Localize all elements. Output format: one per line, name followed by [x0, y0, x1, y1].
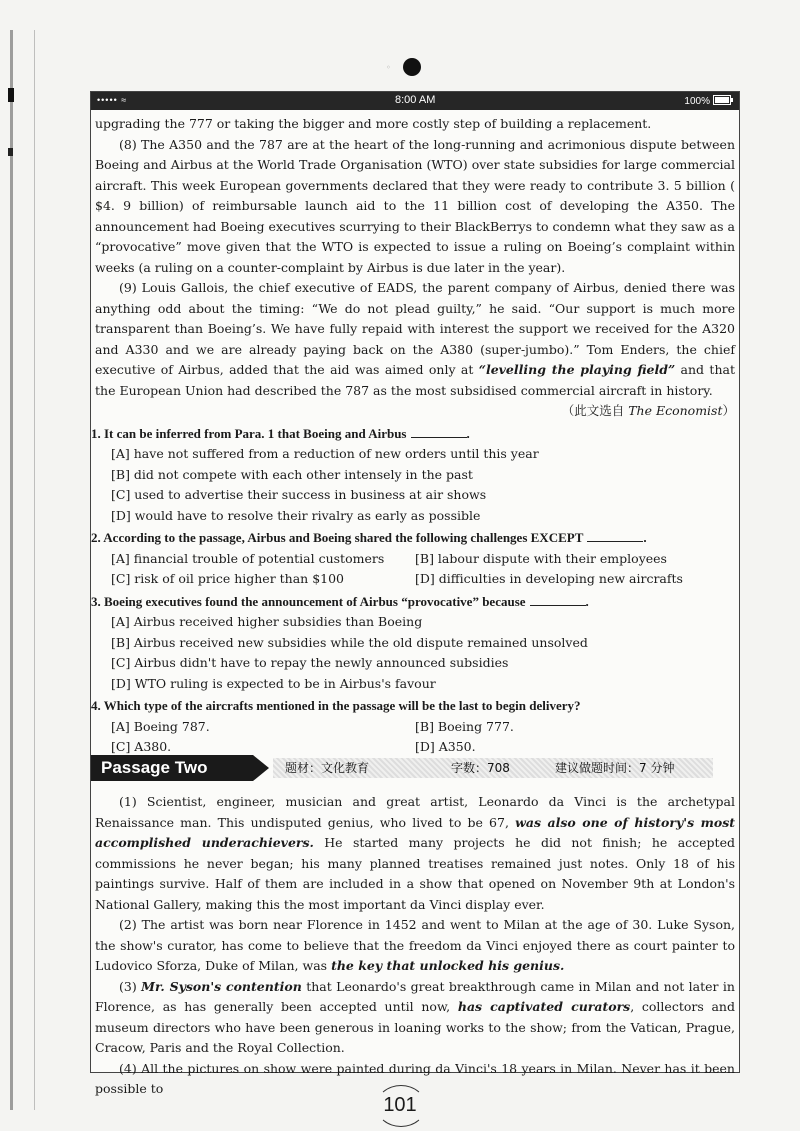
paragraph-3: (3) Mr. Syson's contention that Leonardo's great breakthrough came in Milan and not later in Florence, as has generally been accepted until now, has captivated curators, collectors and museum directors who have been generous in loaning works to the show; from the Vatican, Prague, Cracow, Paris and the Royal Collection. — [95, 978, 735, 1055]
paragraph-4: (4) All the pictures on show were painted during da Vinci's 18 years in Milan. Never has it been possible to — [95, 1060, 735, 1096]
battery-icon — [713, 95, 731, 105]
passage-two-header — [91, 755, 739, 781]
option[interactable]: [D] difficulties in developing new aircrafts — [415, 571, 683, 586]
battery-percent: 100% — [684, 96, 710, 107]
option[interactable]: [C] used to advertise their success in business at air shows — [111, 487, 487, 502]
scan-border-line — [34, 30, 35, 1110]
page-number: 101 — [370, 1085, 430, 1125]
source-citation: （此文选自 The Economist） — [561, 403, 735, 418]
passage-one — [91, 114, 739, 758]
answer-blank[interactable] — [587, 529, 643, 542]
option[interactable]: [B] labour dispute with their employees — [415, 550, 667, 566]
paragraph-1: (1) Scientist, engineer, musician and great artist, Leonardo da Vinci is the archetypal Renaissance man. This undisputed genius, who lived to be 67, was also one of history's most accomplished underachievers. He started many projects he did not finish; he accepted commissions he never began; his many planned treatises remained just notes. Only 18 of his paintings survive. Half of them are included in a show that opened on November 9th at London's National Gallery, making this the most important da Vinci display ever. — [95, 794, 736, 912]
option[interactable]: [D] would have to resolve their rivalry as early as possible — [111, 507, 481, 523]
option-row — [91, 569, 739, 590]
signal-icon: ••••• ≈ — [97, 95, 128, 105]
passage-meta — [273, 758, 713, 778]
scan-border-line — [10, 30, 13, 1110]
status-bar — [91, 92, 739, 110]
camera-icon — [403, 58, 421, 76]
option[interactable]: [C] risk of oil price higher than $100 — [111, 571, 345, 586]
option[interactable]: [B] did not compete with each other intensely in the past — [111, 466, 473, 482]
battery-status — [684, 95, 731, 107]
option-row — [91, 549, 739, 570]
option[interactable]: [A] have not suffered from a reduction of new orders until this year — [111, 446, 539, 461]
option[interactable]: [B] Airbus received new subsidies while the old dispute remained unsolved — [111, 634, 588, 650]
question-1: 1. It can be inferred from Para. 1 that Boeing and Airbus . — [91, 425, 470, 441]
passage-two — [91, 792, 739, 1100]
paragraph-8: (8) The A350 and the 787 are at the heart of the long-running and acrimonious dispute between Boeing and Airbus at the World Trade Organisation (WTO) over state subsidies for large commercial aircraft. This week European governments declared that they were ready to contribute 3. 5 billion ( $4. 9 billion) of reimbursable launch aid to the 11 billion cost of developing the A350. The announcement had Boeing executives scurrying to their BlackBerrys to condemn what they saw as a “provocative” move given that the WTO is expected to issue a ruling on Boeing’s complaint within weeks (a ruling on a counter-complaint by Airbus is due later in the year). — [95, 136, 735, 275]
status-time: 8:00 AM — [395, 94, 436, 106]
question-3: 3. Boeing executives found the announcement of Airbus “provocative” because . — [91, 593, 589, 609]
option[interactable]: [A] financial trouble of potential customers — [111, 550, 385, 566]
option[interactable]: [A] Airbus received higher subsidies than Boeing — [111, 614, 423, 629]
emphasis: the key that unlocked his genius. — [331, 958, 565, 973]
paragraph: upgrading the 777 or taking the bigger and more costly step of building a replacement. — [95, 116, 652, 131]
paragraph-2: (2) The artist was born near Florence in 1452 and went to Milan at the age of 30. Luke Syson, the show's curator, has come to believe that the freedom da Vinci enjoyed there as court painter to Ludovico Sforza, Duke of Milan, was the key that unlocked his genius. — [95, 917, 735, 973]
suggested-time: 建议做题时间：7 分钟 — [555, 761, 675, 775]
option[interactable]: [D] A350. — [415, 739, 476, 754]
tablet-screen — [90, 91, 740, 1096]
sensor-dot: ◦ — [386, 63, 391, 72]
emphasis: was also one of history's most accomplished underachievers. — [95, 814, 736, 850]
word-count: 字数：708 — [451, 761, 510, 775]
question-4: 4. Which type of the aircrafts mentioned in the passage will be the last to begin delivery? — [91, 698, 581, 713]
emphasis: “levelling the playing field” — [478, 362, 676, 377]
option[interactable]: [D] WTO ruling is expected to be in Airbus's favour — [111, 675, 436, 691]
option-row — [91, 717, 739, 738]
scan-mark — [8, 148, 13, 156]
question-2: 2. According to the passage, Airbus and Boeing shared the following challenges EXCEPT . — [91, 530, 647, 545]
option[interactable]: [B] Boeing 777. — [415, 718, 514, 734]
arrow-shape — [253, 755, 269, 781]
option[interactable]: [A] Boeing 787. — [111, 718, 210, 734]
answer-blank[interactable] — [530, 593, 586, 606]
paragraph-9: (9) Louis Gallois, the chief executive of EADS, the parent company of Airbus, denied there was anything odd about the timing: “We do not plead guilty,” he said. “Our support is much more transparent than Boeing’s. We have fully repaid with interest the support we received for the A320 and A330 and we are already paying back on the A380 (super-jumbo).” Tom Enders, the chief executive of Airbus, added that the aid was aimed only at “levelling the playing field” and that the European Union had described the 787 as the most subsidised commercial aircraft in history. — [95, 280, 735, 398]
option[interactable]: [C] Airbus didn't have to repay the newly announced subsidies — [111, 655, 509, 670]
emphasis: has captivated curators — [457, 999, 631, 1014]
answer-blank[interactable] — [411, 425, 467, 438]
passage-label: Passage Two — [91, 755, 253, 781]
scan-mark — [8, 88, 14, 102]
topic-label: 题材：文化教育 — [285, 761, 370, 775]
option[interactable]: [C] A380. — [111, 739, 172, 754]
emphasis: Mr. Syson's contention — [141, 978, 302, 994]
